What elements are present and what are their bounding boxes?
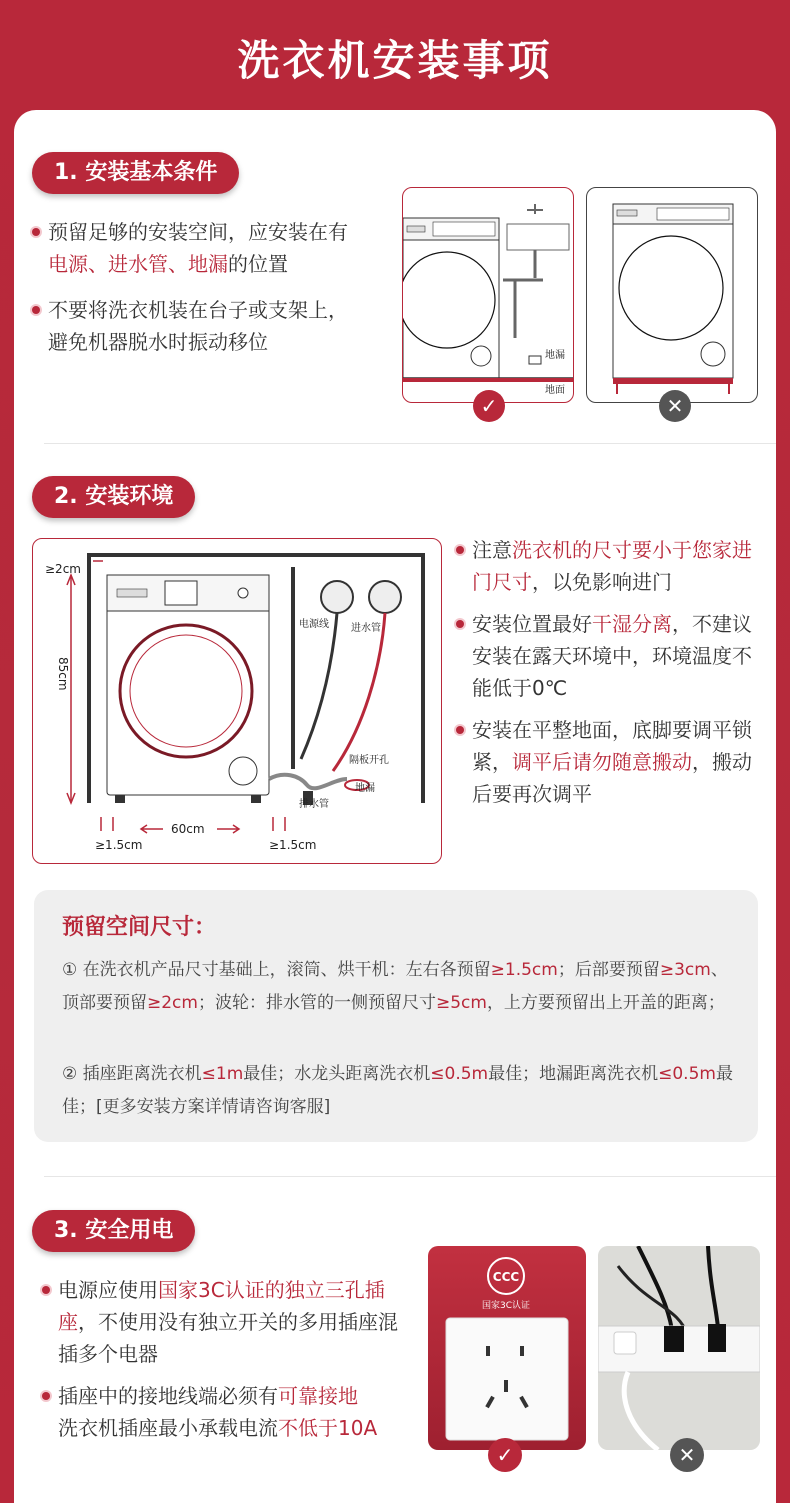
section2-bullet3: 安装在平整地面，底脚要调平锁紧，调平后请勿随意搬动，搬动后要再次调平 (472, 714, 760, 810)
power-strip-illustration (598, 1246, 760, 1450)
ccc-label: 国家3C认证 (481, 1301, 531, 1311)
space-requirements-box (34, 890, 758, 1142)
drain-pipe-label: 排水管 (299, 799, 329, 810)
floor-drain-label: 地漏 (355, 783, 375, 794)
power-strip-photo (598, 1246, 760, 1450)
content-card (14, 110, 776, 1503)
dimension-diagram (33, 539, 441, 863)
washer-on-floor-illustration (403, 188, 573, 402)
cross-icon: ✕ (659, 390, 691, 422)
good-install-image (402, 187, 574, 418)
width-label: 60cm (171, 822, 205, 836)
section2-heading: 2. 安装环境 (32, 476, 195, 518)
svg-text:CCC: CCC (492, 1270, 520, 1284)
section1-heading: 1. 安装基本条件 (32, 152, 239, 194)
floor-label: 地面 (545, 385, 565, 396)
partition-hole-label: 隔板开孔 (349, 755, 389, 766)
check-icon: ✓ (488, 1438, 522, 1472)
section1-bullet1: 预留足够的安装空间，应安装在有 电源、进水管、地漏的位置 (48, 216, 388, 280)
right-gap-label: ≥1.5cm (269, 838, 317, 852)
section3-bullet2: 插座中的接地线端必须有可靠接地 洗衣机插座最小承载电流不低于10A (58, 1380, 408, 1444)
height-label: 85cm (56, 657, 70, 691)
inlet-pipe-label: 进水管 (351, 623, 381, 634)
left-gap-label: ≥1.5cm (95, 838, 143, 852)
section2-bullet2: 安装位置最好干湿分离，不建议安装在露天环境中，环境温度不能低于0℃ (472, 608, 760, 704)
drain-label: 地漏 (545, 350, 565, 361)
power-cord-label: 电源线 (299, 619, 329, 630)
divider (44, 1176, 776, 1177)
section3-heading: 3. 安全用电 (32, 1210, 195, 1252)
section1-bullet2: 不要将洗衣机装在台子或支架上， 避免机器脱水时振动移位 (48, 294, 388, 358)
check-icon: ✓ (473, 390, 505, 422)
socket-illustration (428, 1246, 586, 1450)
installation-diagram (32, 538, 442, 864)
divider (44, 443, 776, 444)
bad-install-image (586, 187, 758, 418)
cross-icon: ✕ (670, 1438, 704, 1472)
top-gap-label: ≥2cm (45, 562, 81, 576)
certified-socket-photo (428, 1246, 586, 1450)
space-title: 预留空间尺寸： (62, 915, 217, 940)
space-item-1: ① 在洗衣机产品尺寸基础上，滚筒、烘干机：左右各预留≥1.5cm；后部要预留≥3cm、顶部要预留≥2cm；波轮：排水管的一侧预留尺寸≥5cm，上方要预留出上开盖的距离； (62, 960, 728, 1013)
washer-on-stand-illustration (587, 188, 757, 402)
page-title: 洗衣机安装事项 (237, 36, 553, 85)
space-item-2: ② 插座距离洗衣机≤1m最佳；水龙头距离洗衣机≤0.5m最佳；地漏距离洗衣机≤0.5m最佳；[更多安装方案详情请咨询客服] (62, 1064, 733, 1117)
section3-bullet1: 电源应使用国家3C认证的独立三孔插座，不使用没有独立开关的多用插座混插多个电器 (58, 1274, 408, 1370)
section2-bullet1: 注意洗衣机的尺寸要小于您家进门尺寸，以免影响进门 (472, 534, 760, 598)
